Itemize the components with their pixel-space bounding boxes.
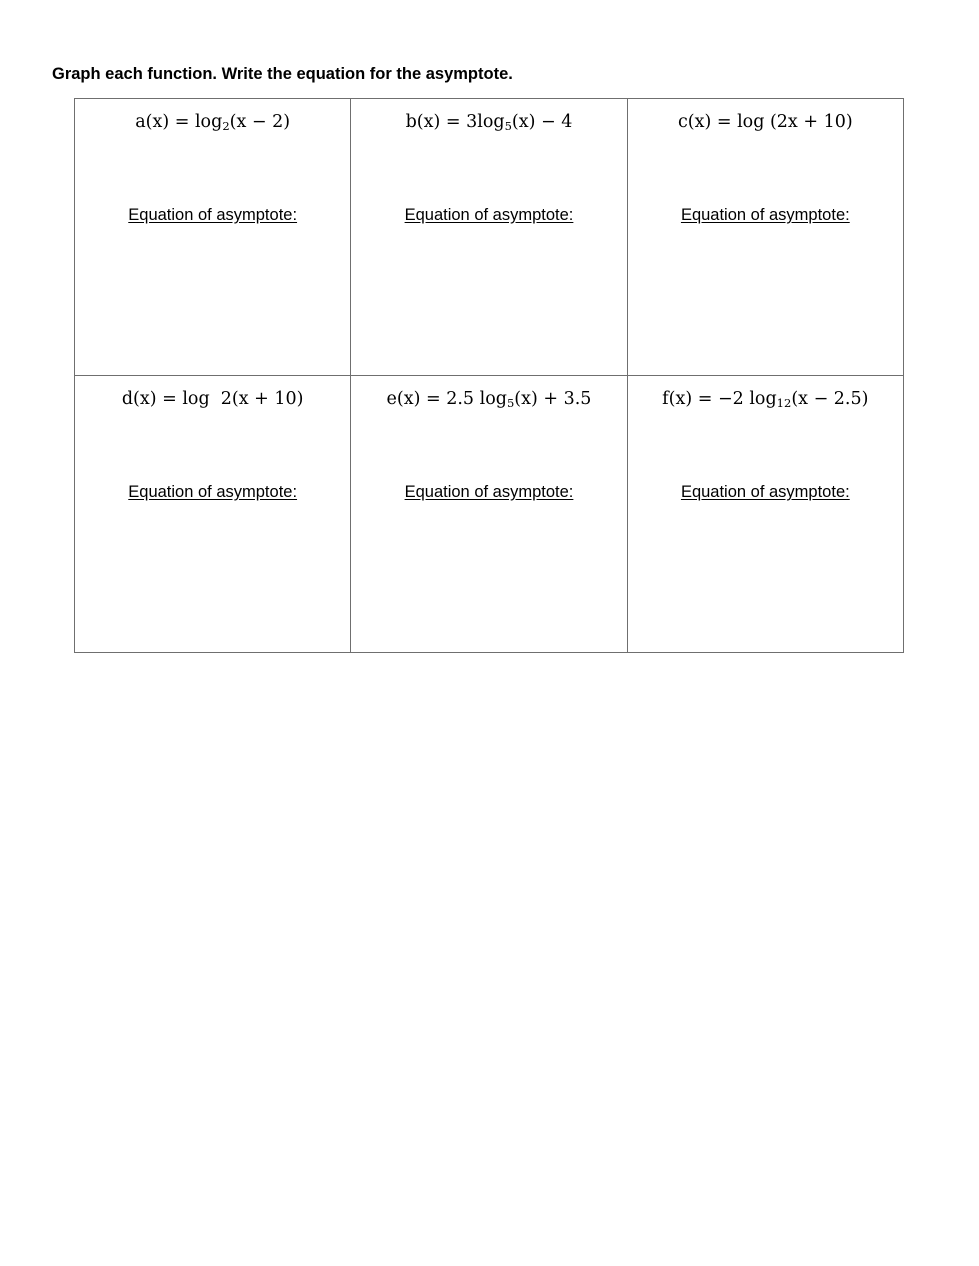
function-a-post: (x − 2) <box>229 112 291 132</box>
function-b <box>351 112 626 132</box>
asymptote-label-f: Equation of asymptote: <box>680 483 850 501</box>
asymptote-label-a: Equation of asymptote: <box>128 206 298 224</box>
asymptote-label-d: Equation of asymptote: <box>128 483 298 501</box>
function-e-pre: e(x) = 2.5 log <box>386 389 507 409</box>
cell-e-content <box>351 376 626 652</box>
function-f-base: 12 <box>776 396 792 410</box>
asymptote-label-b: Equation of asymptote: <box>404 206 574 224</box>
cell-a-content <box>75 99 350 375</box>
cell-c[interactable] <box>627 99 903 376</box>
asymptote-label-c: Equation of asymptote: <box>680 206 850 224</box>
cell-d[interactable] <box>75 376 351 653</box>
cell-f[interactable] <box>627 376 903 653</box>
grid-row-1 <box>75 99 904 376</box>
cell-e[interactable] <box>351 376 627 653</box>
function-b-base: 5 <box>504 119 512 133</box>
function-b-pre: b(x) = 3log <box>405 112 505 132</box>
cell-b[interactable] <box>351 99 627 376</box>
function-e-base: 5 <box>506 396 515 410</box>
cell-a[interactable] <box>75 99 351 376</box>
function-d <box>75 389 350 409</box>
function-d-pre: d(x) = log 2(x + 10) <box>121 389 304 409</box>
function-grid <box>74 98 904 653</box>
function-e-post: (x) + 3.5 <box>514 389 592 409</box>
cell-c-content <box>628 99 903 375</box>
asymptote-label-e: Equation of asymptote: <box>404 483 574 501</box>
cell-d-content <box>75 376 350 652</box>
function-f <box>628 389 903 409</box>
cell-f-content <box>628 376 903 652</box>
function-c-pre: c(x) = log (2x + 10) <box>677 112 853 132</box>
function-c <box>628 112 903 132</box>
function-a-pre: a(x) = log <box>135 112 223 132</box>
grid-row-2 <box>75 376 904 653</box>
function-f-pre: f(x) = −2 log <box>662 389 777 409</box>
function-a-base: 2 <box>222 119 230 133</box>
function-f-post: (x − 2.5) <box>791 389 869 409</box>
function-a <box>75 112 350 132</box>
function-b-post: (x) − 4 <box>511 112 573 132</box>
function-e <box>351 389 626 409</box>
instructions-heading: Graph each function. Write the equation for the asymptote. <box>52 65 513 83</box>
cell-b-content <box>351 99 626 375</box>
